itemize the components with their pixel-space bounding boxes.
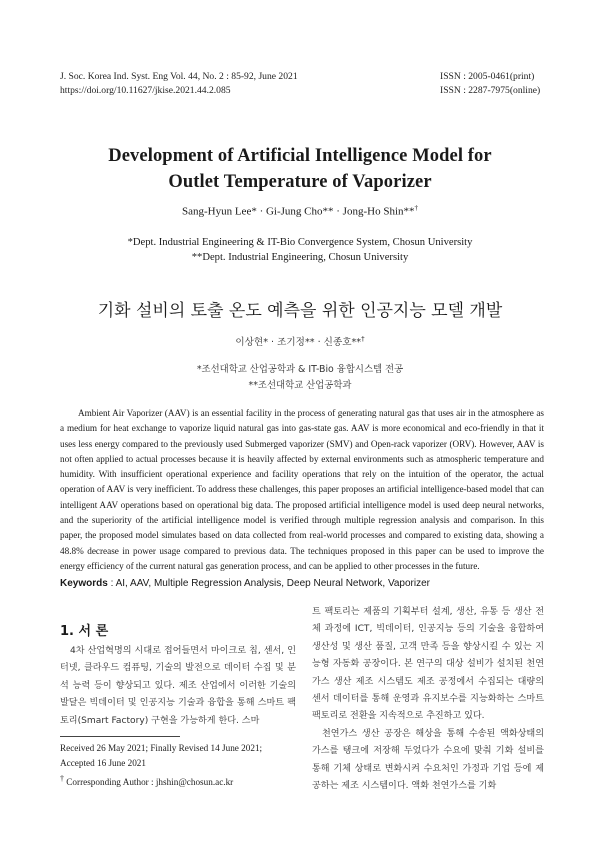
author-list [0, 204, 600, 218]
doi-link[interactable]: https://doi.org/10.11627/jkise.2021.44.2.085 [60, 85, 231, 96]
korean-affiliations [0, 362, 600, 394]
keywords-label: Keywords [60, 578, 108, 589]
korean-corresponding-mark: † [361, 334, 365, 343]
intro-right-paragraph-1: 트 팩토리는 제품의 기획부터 설계, 생산, 유통 등 생산 전체 과정에 ICT, 빅데이터, 인공지능 등의 기술을 융합하여 생산성 및 생산 품질, 고객 만족 등을 향상시킬 수 있는 지능형 자동화 공장이다. 본 연구의 대상 설비가 설치된 천연가스 생산 제조 시스템도 제조 공정에서 수집되는 대량의 센서 데이터를 통해 운영과 유지보수를 지능화하는 스마트 팩토리로 전환을 지속적으로 추진하고 있다. [312, 607, 544, 722]
affiliation-2: **Dept. Industrial Engineering, Chosun University [191, 252, 409, 263]
title-line-2: Outlet Temperature of Vaporizer [168, 172, 432, 192]
author-names: Sang-Hyun Lee* · Gi-Jung Cho** · Jong-Ho Shin** [181, 205, 415, 218]
accepted-date: Accepted 16 June 2021 [60, 758, 146, 768]
corresponding-author-email: Corresponding Author : jhshin@chosun.ac.kr [64, 777, 234, 788]
keywords [60, 578, 544, 589]
right-column [312, 604, 544, 795]
korean-author-list [0, 334, 600, 348]
korean-affiliation-1: *조선대학교 산업공학과 & IT-Bio 융합시스템 전공 [196, 364, 404, 375]
keywords-separator: : [107, 578, 116, 589]
issn-online: ISSN : 2287-7975(online) [440, 85, 541, 96]
section-heading: 1. 서 론 [60, 624, 109, 639]
issn-print: ISSN : 2005-0461(print) [440, 71, 535, 82]
footnotes [60, 741, 262, 790]
paper-title [0, 143, 600, 195]
journal-citation: J. Soc. Korea Ind. Syst. Eng Vol. 44, No. 2 : 85-92, June 2021 [60, 71, 298, 82]
title-line-1: Development of Artificial Intelligence Model for [108, 146, 492, 166]
intro-left-paragraph: 4차 산업혁명의 시대로 접어들면서 마이크로 칩, 센서, 인터넷, 클라우드 컴퓨팅, 기술의 발전으로 데이터 수집 및 분석 능력 등이 향상되고 있다. 제조 산업에서 이러한 기술의 발달은 빅데이터 및 인공지능 기술과 융합을 통해 스마트 팩토리(Smart Factory) 구현을 가능하게 한다. 스마 [60, 646, 296, 726]
affiliation-1: *Dept. Industrial Engineering & IT-Bio Convergence System, Chosun University [127, 237, 473, 248]
dagger-mark: † [60, 774, 64, 783]
affiliations [0, 235, 600, 265]
abstract: Ambient Air Vaporizer (AAV) is an essential facility in the process of generating natural gas that uses air in the atmosphere as a medium for heat exchange to vaporize liquid natural gas into gas-state gas. AAV is more economical and eco-friendly in that it uses less energy compared to the previously used Submerged vaporizer (SMV) and Open-rack vaporizer (ORV). However, AAV is not often applied to actual processes because it is heavily affected by external environments such as atmospheric temperature and humidity. With insufficient operational experience and facility operations that rely on the intuition of the operator, the actual operation of AAV is very inefficient. To address these challenges, this paper proposes an artificial intelligence-based model that can intelligent AAV operations based on operational big data. The proposed artificial intelligence model is used deep neural networks, and the superiority of the artificial intelligence model is verified through multiple regression analysis and comparison. In this paper, the proposed model simulates based on data collected from real-world processes and compared to existing data, showing a 48.8% decrease in power usage compared to previous data. The techniques proposed in this paper can be used to improve the energy efficiency of the current natural gas generation process, and can be applied to other processes in the future. [60, 408, 544, 571]
korean-affiliation-2: **조선대학교 산업공학과 [248, 380, 352, 391]
korean-author-names: 이상현* · 조기정** · 신종호** [235, 337, 362, 348]
keywords-list: AI, AAV, Multiple Regression Analysis, Deep Neural Network, Vaporizer [115, 578, 430, 589]
corresponding-mark: † [414, 204, 418, 212]
footnote-divider [60, 736, 180, 737]
received-date: Received 26 May 2021; Finally Revised 14 June 2021; [60, 743, 263, 753]
corresponding-author [60, 771, 262, 790]
korean-title: 기화 설비의 토출 온도 예측을 위한 인공지능 모델 개발 [97, 301, 503, 321]
intro-right-paragraph-2: 천연가스 생산 공장은 해상을 통해 수송된 액화상태의 가스를 탱크에 저장해 두었다가 수요에 맞춰 기화 설비를 통해 기체 상태로 변화시켜 수요처인 가정과 기업 등에 제공하는 제조 시스템이다. 액화 천연가스를 기화 [312, 728, 544, 792]
